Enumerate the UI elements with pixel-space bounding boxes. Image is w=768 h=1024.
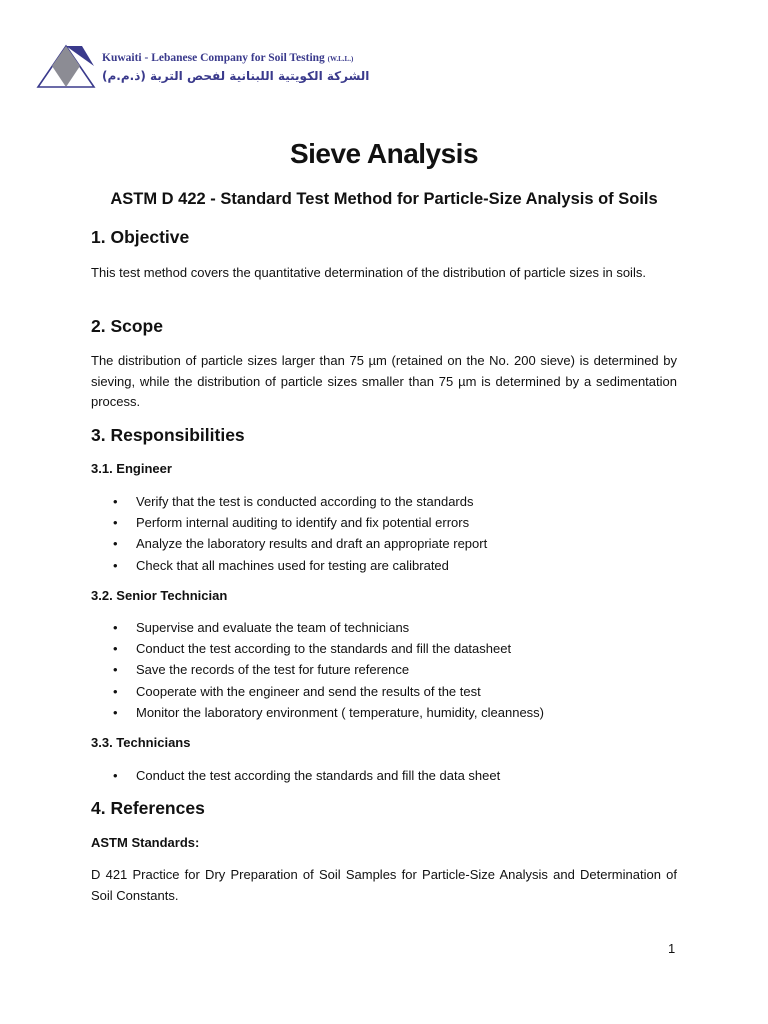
company-name-arabic: الشركة الكويتية اللبنانية لفحص التربة (ذ.م.م) [102, 69, 370, 83]
list-item: • Conduct the test according to the standards and fill the datasheet [91, 638, 544, 659]
engineer-list [91, 491, 487, 576]
list-item: • Save the records of the test for future reference [91, 659, 544, 680]
section-heading-responsibilities: 3. Responsibilities [91, 425, 245, 445]
subheading-senior-technician: 3.2. Senior Technician [91, 588, 228, 603]
list-item: • Supervise and evaluate the team of technicians [91, 617, 544, 638]
subheading-engineer: 3.1. Engineer [91, 461, 172, 476]
page-number: 1 [668, 941, 676, 956]
senior-technician-list [91, 617, 544, 723]
list-item: • Verify that the test is conducted according to the standards [91, 491, 487, 512]
list-item: • Cooperate with the engineer and send the results of the test [91, 681, 544, 702]
references-paragraph: D 421 Practice for Dry Preparation of Soil Samples for Particle-Size Analysis and Determination of Soil Constants. [91, 867, 677, 903]
list-item: • Analyze the laboratory results and draft an appropriate report [91, 533, 487, 554]
company-name-english [102, 52, 353, 64]
section-heading-objective: 1. Objective [91, 227, 190, 247]
scope-paragraph: The distribution of particle sizes larger than 75 µm (retained on the No. 200 sieve) is determined by sieving, while the distribution of particle sizes smaller than 75 µm is determined by a sedimentation process. [91, 353, 677, 409]
list-item: • Check that all machines used for testing are calibrated [91, 555, 487, 576]
objective-paragraph: This test method covers the quantitative determination of the distribution of particle sizes in soils. [91, 265, 646, 280]
logo-triangle-icon [36, 44, 100, 90]
section-heading-references: 4. References [91, 798, 205, 818]
list-item: • Conduct the test according the standards and fill the data sheet [91, 765, 500, 786]
subheading-technicians: 3.3. Technicians [91, 735, 191, 750]
document-subtitle: ASTM D 422 - Standard Test Method for Particle-Size Analysis of Soils [110, 190, 658, 208]
company-logo [36, 44, 370, 90]
list-item: • Monitor the laboratory environment ( temperature, humidity, cleanness) [91, 702, 544, 723]
subheading-astm-standards: ASTM Standards: [91, 835, 200, 850]
list-item: • Perform internal auditing to identify and fix potential errors [91, 512, 487, 533]
section-heading-scope: 2. Scope [91, 316, 163, 336]
technicians-list [91, 765, 500, 786]
company-name-text: Kuwaiti - Lebanese Company for Soil Testing [102, 52, 325, 64]
page-title: Sieve Analysis [289, 138, 479, 169]
company-suffix: (W.L.L.) [327, 55, 354, 63]
